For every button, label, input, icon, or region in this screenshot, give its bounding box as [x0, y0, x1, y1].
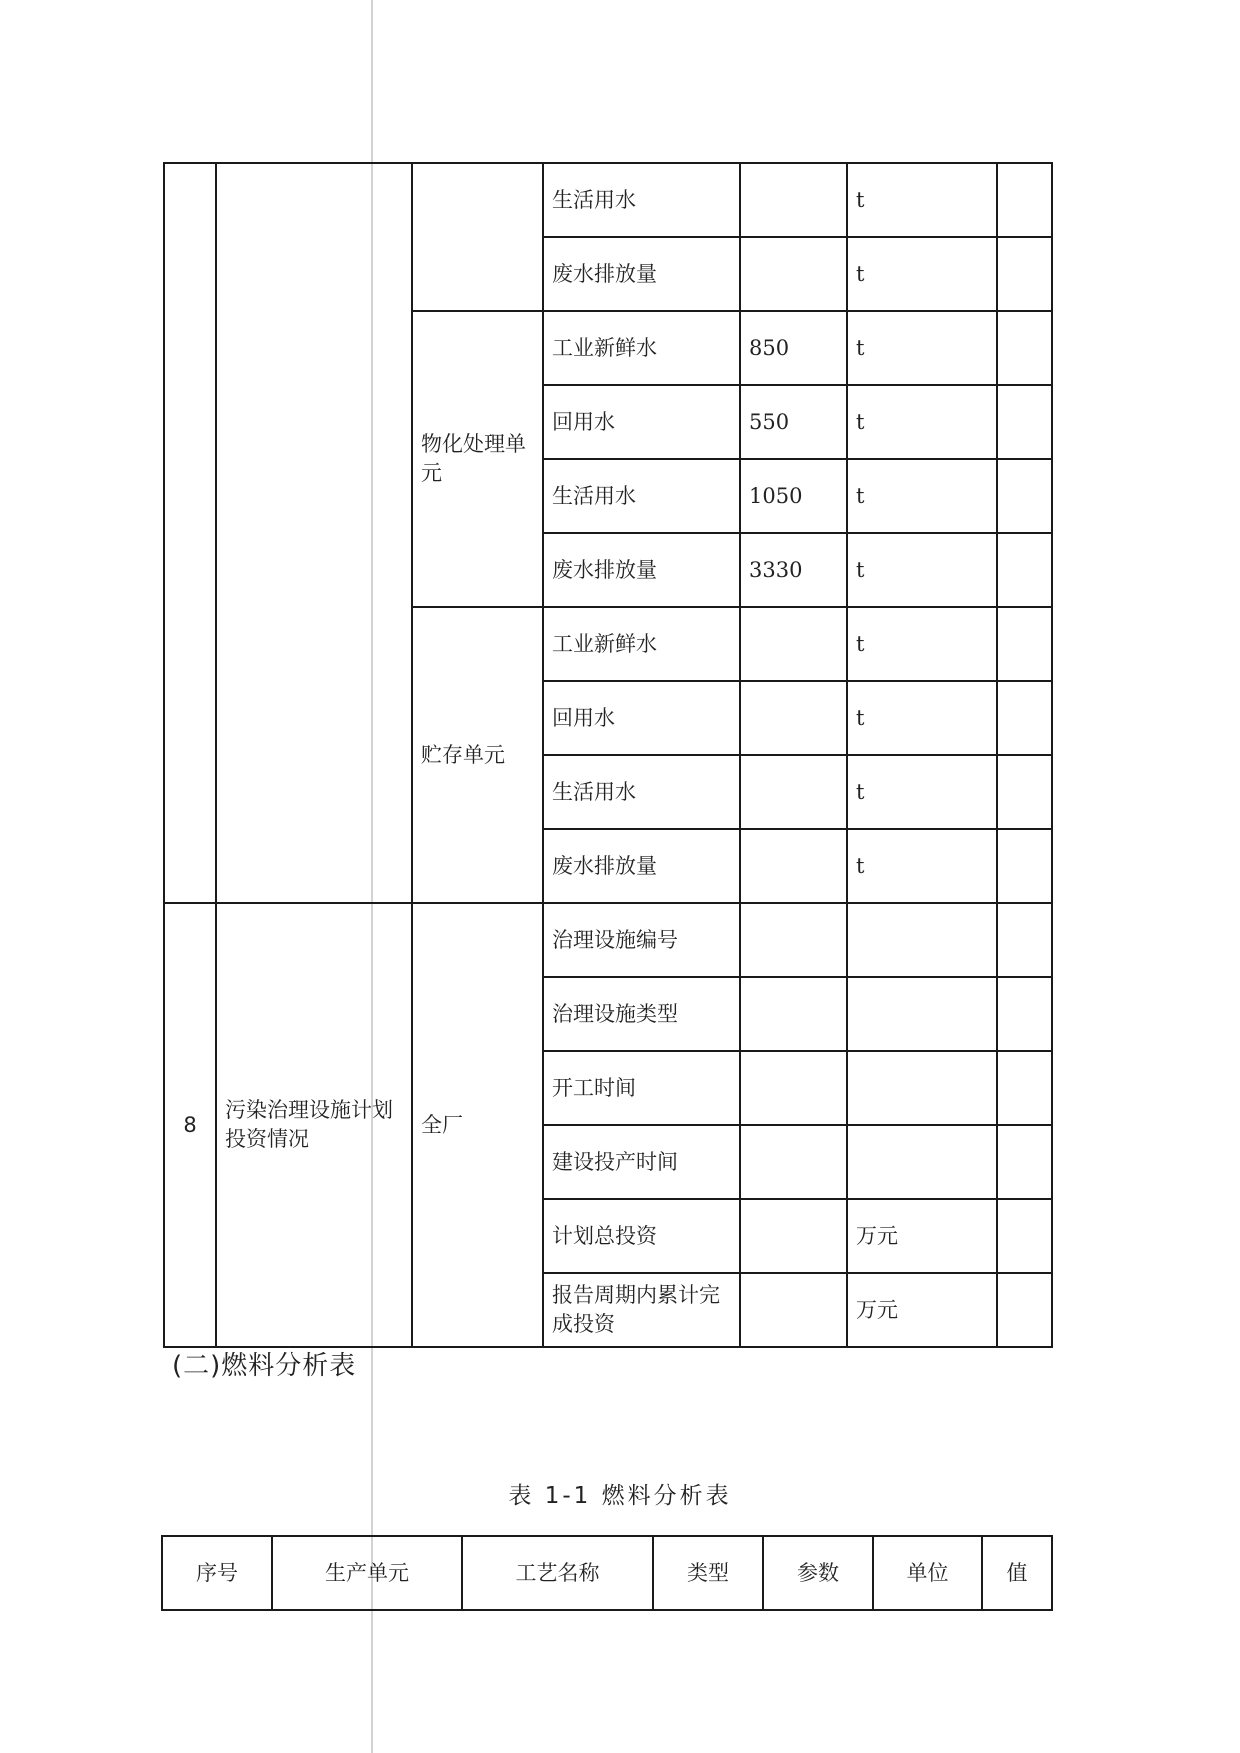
- unit-cell: 贮存单元: [412, 607, 543, 903]
- table-row: [164, 903, 1052, 977]
- table-header-row: [162, 1536, 1052, 1610]
- measure-unit-cell: t: [847, 681, 997, 755]
- extra-cell: [997, 977, 1052, 1051]
- value-cell: [740, 1273, 847, 1347]
- extra-cell: [997, 1199, 1052, 1273]
- value-cell: 850: [740, 311, 847, 385]
- header-cell-process: 工艺名称: [462, 1536, 653, 1610]
- item-cell: 计划总投资: [543, 1199, 740, 1273]
- item-cell: 开工时间: [543, 1051, 740, 1125]
- pollution-data-table: [163, 162, 1053, 1348]
- table-row: [164, 163, 1052, 237]
- extra-cell: [997, 1273, 1052, 1347]
- extra-cell: [997, 681, 1052, 755]
- item-cell: 生活用水: [543, 163, 740, 237]
- extra-cell: [997, 1051, 1052, 1125]
- unit-cell: 物化处理单元: [412, 311, 543, 607]
- header-cell-measure: 单位: [873, 1536, 982, 1610]
- value-cell: [740, 977, 847, 1051]
- measure-unit-cell: [847, 977, 997, 1051]
- header-cell-value: 值: [982, 1536, 1052, 1610]
- value-cell: [740, 163, 847, 237]
- extra-cell: [997, 533, 1052, 607]
- measure-unit-cell: [847, 903, 997, 977]
- item-cell: 治理设施类型: [543, 977, 740, 1051]
- item-cell: 废水排放量: [543, 829, 740, 903]
- measure-unit-cell: 万元: [847, 1273, 997, 1347]
- value-cell: [740, 237, 847, 311]
- category-cell: [216, 163, 412, 903]
- measure-unit-cell: t: [847, 459, 997, 533]
- value-cell: 1050: [740, 459, 847, 533]
- measure-unit-cell: t: [847, 533, 997, 607]
- item-cell: 治理设施编号: [543, 903, 740, 977]
- extra-cell: [997, 163, 1052, 237]
- row-number-cell: 8: [164, 903, 216, 1347]
- unit-cell: [412, 163, 543, 311]
- measure-unit-cell: t: [847, 607, 997, 681]
- extra-cell: [997, 607, 1052, 681]
- measure-unit-cell: t: [847, 755, 997, 829]
- extra-cell: [997, 311, 1052, 385]
- section-heading: (二)燃料分析表: [172, 1351, 357, 1381]
- measure-unit-cell: t: [847, 311, 997, 385]
- item-cell: 回用水: [543, 385, 740, 459]
- value-cell: [740, 607, 847, 681]
- measure-unit-cell: [847, 1125, 997, 1199]
- item-cell: 工业新鲜水: [543, 311, 740, 385]
- item-cell: 建设投产时间: [543, 1125, 740, 1199]
- extra-cell: [997, 755, 1052, 829]
- extra-cell: [997, 1125, 1052, 1199]
- value-cell: [740, 1051, 847, 1125]
- measure-unit-cell: [847, 1051, 997, 1125]
- item-cell: 工业新鲜水: [543, 607, 740, 681]
- measure-unit-cell: 万元: [847, 1199, 997, 1273]
- value-cell: 3330: [740, 533, 847, 607]
- item-cell: 回用水: [543, 681, 740, 755]
- item-cell: 报告周期内累计完成投资: [543, 1273, 740, 1347]
- extra-cell: [997, 903, 1052, 977]
- value-cell: [740, 829, 847, 903]
- extra-cell: [997, 459, 1052, 533]
- measure-unit-cell: t: [847, 237, 997, 311]
- item-cell: 生活用水: [543, 755, 740, 829]
- item-cell: 废水排放量: [543, 237, 740, 311]
- item-cell: 废水排放量: [543, 533, 740, 607]
- unit-cell: 全厂: [412, 903, 543, 1347]
- value-cell: [740, 1199, 847, 1273]
- value-cell: [740, 755, 847, 829]
- fuel-analysis-table: [161, 1535, 1053, 1611]
- value-cell: 550: [740, 385, 847, 459]
- value-cell: [740, 903, 847, 977]
- item-cell: 生活用水: [543, 459, 740, 533]
- category-cell: 污染治理设施计划投资情况: [216, 903, 412, 1347]
- row-number-cell: [164, 163, 216, 903]
- header-cell-unit: 生产单元: [272, 1536, 462, 1610]
- header-cell-param: 参数: [763, 1536, 873, 1610]
- measure-unit-cell: t: [847, 163, 997, 237]
- extra-cell: [997, 385, 1052, 459]
- measure-unit-cell: t: [847, 385, 997, 459]
- value-cell: [740, 681, 847, 755]
- table-caption: 表 1-1 燃料分析表: [508, 1483, 732, 1509]
- extra-cell: [997, 237, 1052, 311]
- extra-cell: [997, 829, 1052, 903]
- header-cell-no: 序号: [162, 1536, 272, 1610]
- value-cell: [740, 1125, 847, 1199]
- measure-unit-cell: t: [847, 829, 997, 903]
- header-cell-type: 类型: [653, 1536, 763, 1610]
